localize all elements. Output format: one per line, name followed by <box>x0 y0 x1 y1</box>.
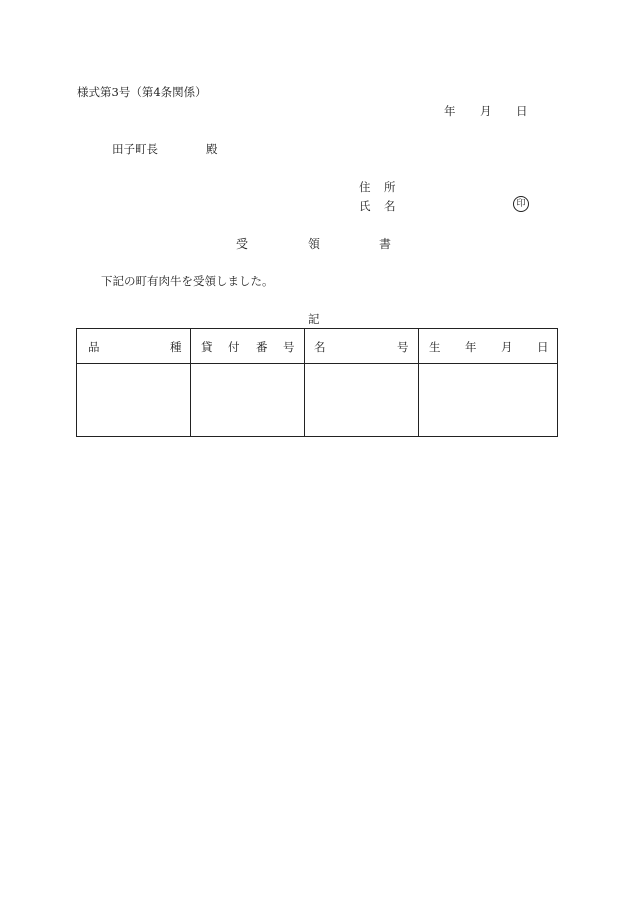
seal-mark: 印 <box>513 196 529 212</box>
header-loan-number <box>191 329 305 364</box>
name-label-char-1: 氏 <box>359 199 371 213</box>
header-loan-char-4: 号 <box>283 340 295 354</box>
header-loan-char-3: 番 <box>256 340 268 354</box>
addressee-honorific: 殿 <box>206 142 218 156</box>
header-name <box>305 329 419 364</box>
address-label-char-2: 所 <box>384 180 396 194</box>
table-row <box>77 364 558 437</box>
form-number: 様式第3号（第4条関係） <box>77 85 207 99</box>
cell-name[interactable] <box>305 364 419 437</box>
header-loan-char-1: 貸 <box>201 340 213 354</box>
table-header-row <box>77 329 558 364</box>
title-char-3: 書 <box>379 237 392 251</box>
header-breed <box>77 329 191 364</box>
header-name-char-2: 号 <box>397 340 409 354</box>
header-name-char-1: 名 <box>314 340 326 354</box>
ki-heading: 記 <box>308 312 320 326</box>
header-loan-char-2: 付 <box>228 340 240 354</box>
month-label: 月 <box>480 104 492 118</box>
title-char-2: 領 <box>308 237 321 251</box>
cell-breed[interactable] <box>77 364 191 437</box>
day-label: 日 <box>516 104 528 118</box>
cell-loan-number[interactable] <box>191 364 305 437</box>
title-char-1: 受 <box>236 237 249 251</box>
header-birth-date <box>419 329 558 364</box>
header-birth-char-2: 年 <box>465 340 477 354</box>
body-text: 下記の町有肉牛を受領しました。 <box>101 274 274 288</box>
header-birth-char-4: 日 <box>537 340 549 354</box>
header-breed-char-2: 種 <box>170 340 182 354</box>
address-label-char-1: 住 <box>359 180 371 194</box>
header-birth-char-3: 月 <box>501 340 513 354</box>
cattle-table <box>76 328 558 437</box>
cell-birth-date[interactable] <box>419 364 558 437</box>
year-label: 年 <box>444 104 456 118</box>
header-birth-char-1: 生 <box>429 340 441 354</box>
addressee-name: 田子町長 <box>112 142 158 156</box>
header-breed-char-1: 品 <box>88 340 100 354</box>
name-label-char-2: 名 <box>384 199 396 213</box>
